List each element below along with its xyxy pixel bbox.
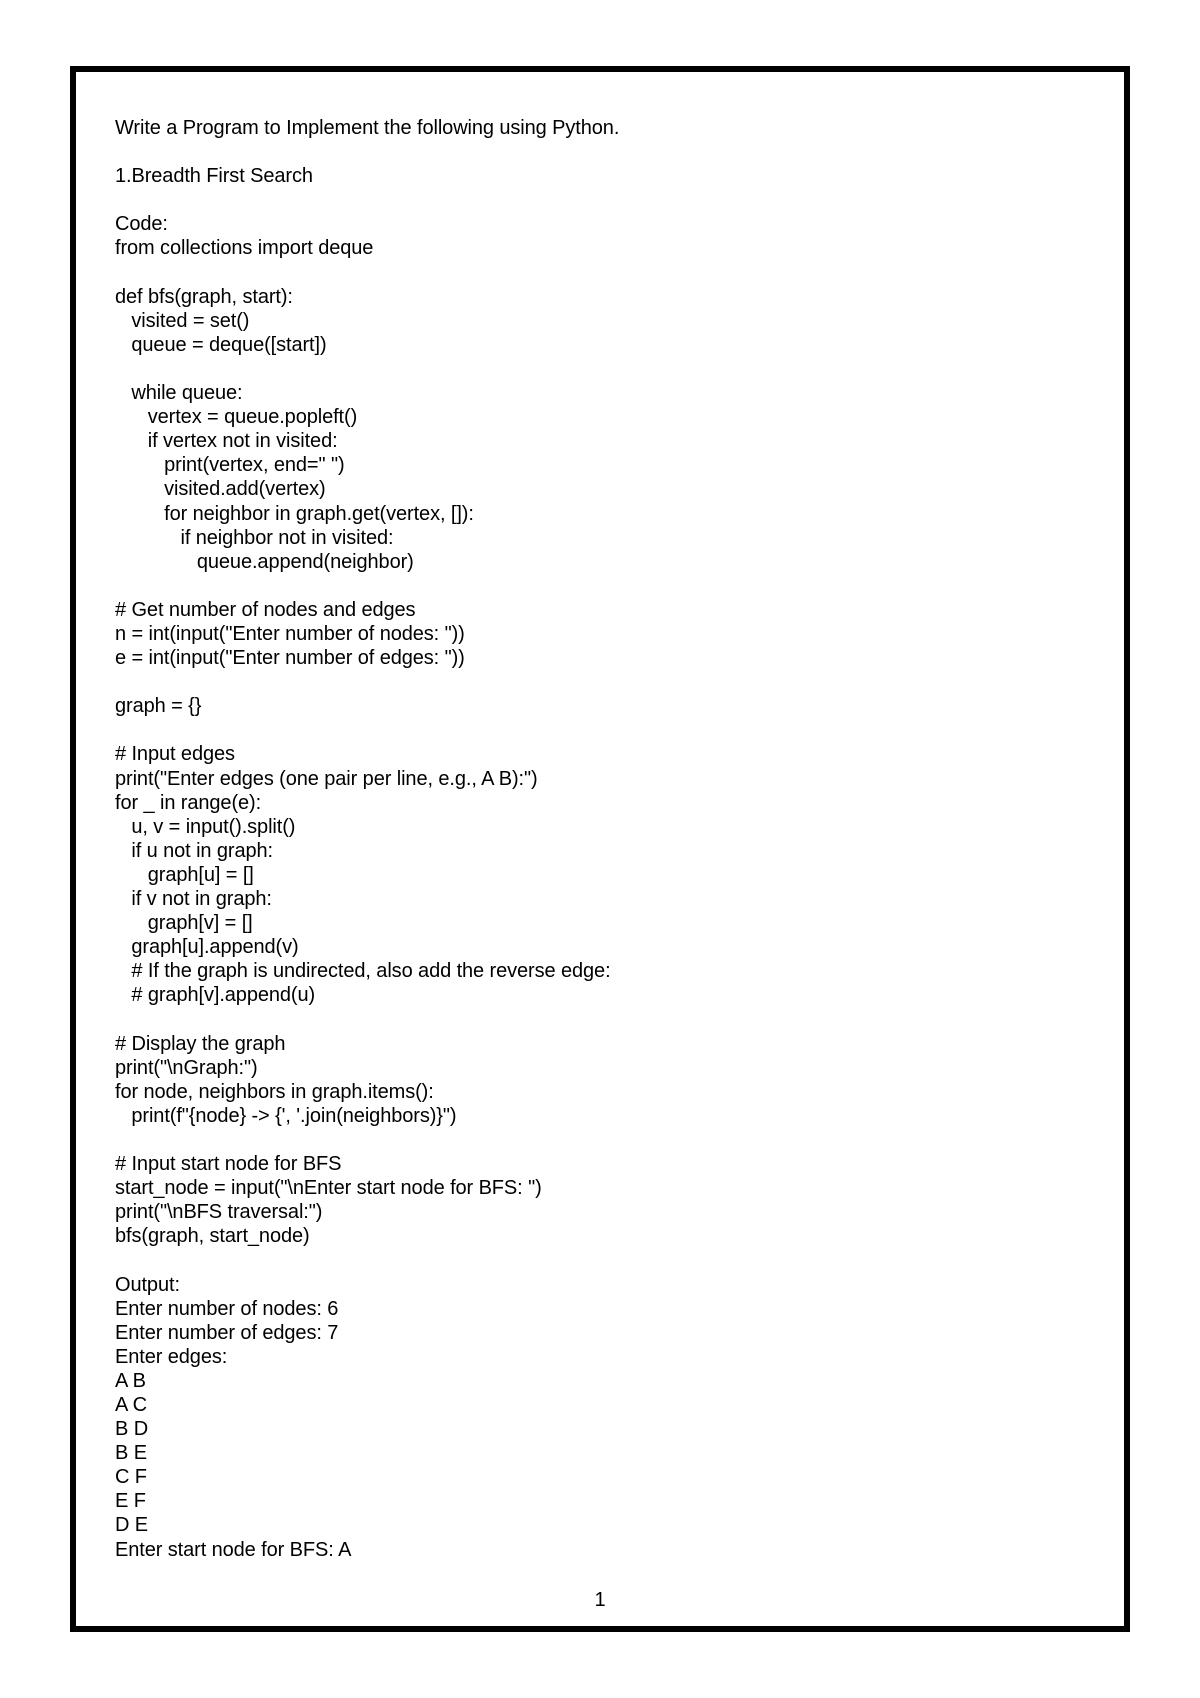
- text-line: Write a Program to Implement the following using Python.: [115, 117, 620, 139]
- text-line: u, v = input().split(): [115, 815, 296, 838]
- text-line: queue = deque([start]): [115, 333, 327, 356]
- text-line: if v not in graph:: [115, 888, 272, 910]
- text-line: vertex = queue.popleft(): [115, 406, 358, 429]
- text-line: Enter number of nodes: 6: [115, 1297, 339, 1320]
- text-line: D E: [115, 1514, 149, 1537]
- text-line: queue.append(neighbor): [115, 550, 414, 573]
- blank-line: [115, 718, 1095, 742]
- text-line: graph[u].append(v): [115, 936, 299, 959]
- text-line: B E: [115, 1442, 147, 1465]
- text-line: Output:: [115, 1273, 180, 1296]
- text-line: Enter start node for BFS: A: [115, 1538, 352, 1561]
- blank-line: [115, 670, 1095, 694]
- text-line: # Get number of nodes and edges: [115, 598, 416, 621]
- text-line: from collections import deque: [115, 237, 374, 260]
- text-line: e = int(input("Enter number of edges: ")): [115, 647, 465, 670]
- page-number: 1: [594, 1589, 606, 1611]
- text-line: if neighbor not in visited:: [115, 526, 394, 549]
- text-line: # If the graph is undirected, also add the reverse edge:: [115, 960, 611, 983]
- text-line: if vertex not in visited:: [115, 430, 338, 453]
- text-line: # graph[v].append(u): [115, 984, 316, 1007]
- text-line: B D: [115, 1418, 149, 1441]
- text-line: print(vertex, end=" "): [115, 454, 345, 477]
- text-line: graph = {}: [115, 695, 202, 718]
- text-line: C F: [115, 1466, 147, 1489]
- text-line: for neighbor in graph.get(vertex, []):: [115, 502, 474, 525]
- blank-line: [115, 1128, 1095, 1152]
- text-line: A B: [115, 1369, 146, 1392]
- blank-line: [115, 140, 1095, 164]
- text-line: graph[u] = []: [115, 863, 254, 886]
- text-line: 1.Breadth First Search: [115, 165, 313, 188]
- blank-line: [115, 574, 1095, 598]
- text-line: # Input start node for BFS: [115, 1153, 342, 1176]
- text-line: for _ in range(e):: [115, 791, 262, 814]
- text-line: # Input edges: [115, 743, 235, 766]
- text-line: n = int(input("Enter number of nodes: ")): [115, 622, 465, 645]
- text-line: start_node = input("\nEnter start node for BFS: "): [115, 1177, 542, 1200]
- text-line: for node, neighbors in graph.items():: [115, 1080, 434, 1103]
- text-line: print("\nGraph:"): [115, 1056, 258, 1079]
- blank-line: [115, 1007, 1095, 1031]
- text-line: def bfs(graph, start):: [115, 285, 293, 308]
- blank-line: [115, 261, 1095, 285]
- text-line: print("\nBFS traversal:"): [115, 1201, 323, 1224]
- text-line: Enter number of edges: 7: [115, 1321, 339, 1344]
- text-line: while queue:: [115, 382, 243, 405]
- blank-line: [115, 188, 1095, 212]
- document-body: [115, 116, 1095, 1562]
- text-line: Code:: [115, 213, 168, 236]
- text-line: bfs(graph, start_node): [115, 1225, 310, 1248]
- text-line: print("Enter edges (one pair per line, e.g., A B):"): [115, 767, 538, 790]
- blank-line: [115, 357, 1095, 381]
- text-line: graph[v] = []: [115, 912, 253, 935]
- text-line: A C: [115, 1393, 147, 1416]
- text-line: visited.add(vertex): [115, 478, 326, 501]
- text-line: if u not in graph:: [115, 839, 273, 862]
- text-line: E F: [115, 1490, 146, 1513]
- text-line: Enter edges:: [115, 1345, 228, 1368]
- text-line: visited = set(): [115, 309, 250, 332]
- text-line: print(f"{node} -> {', '.join(neighbors)}"): [115, 1104, 457, 1127]
- blank-line: [115, 1248, 1095, 1272]
- text-line: # Display the graph: [115, 1032, 286, 1055]
